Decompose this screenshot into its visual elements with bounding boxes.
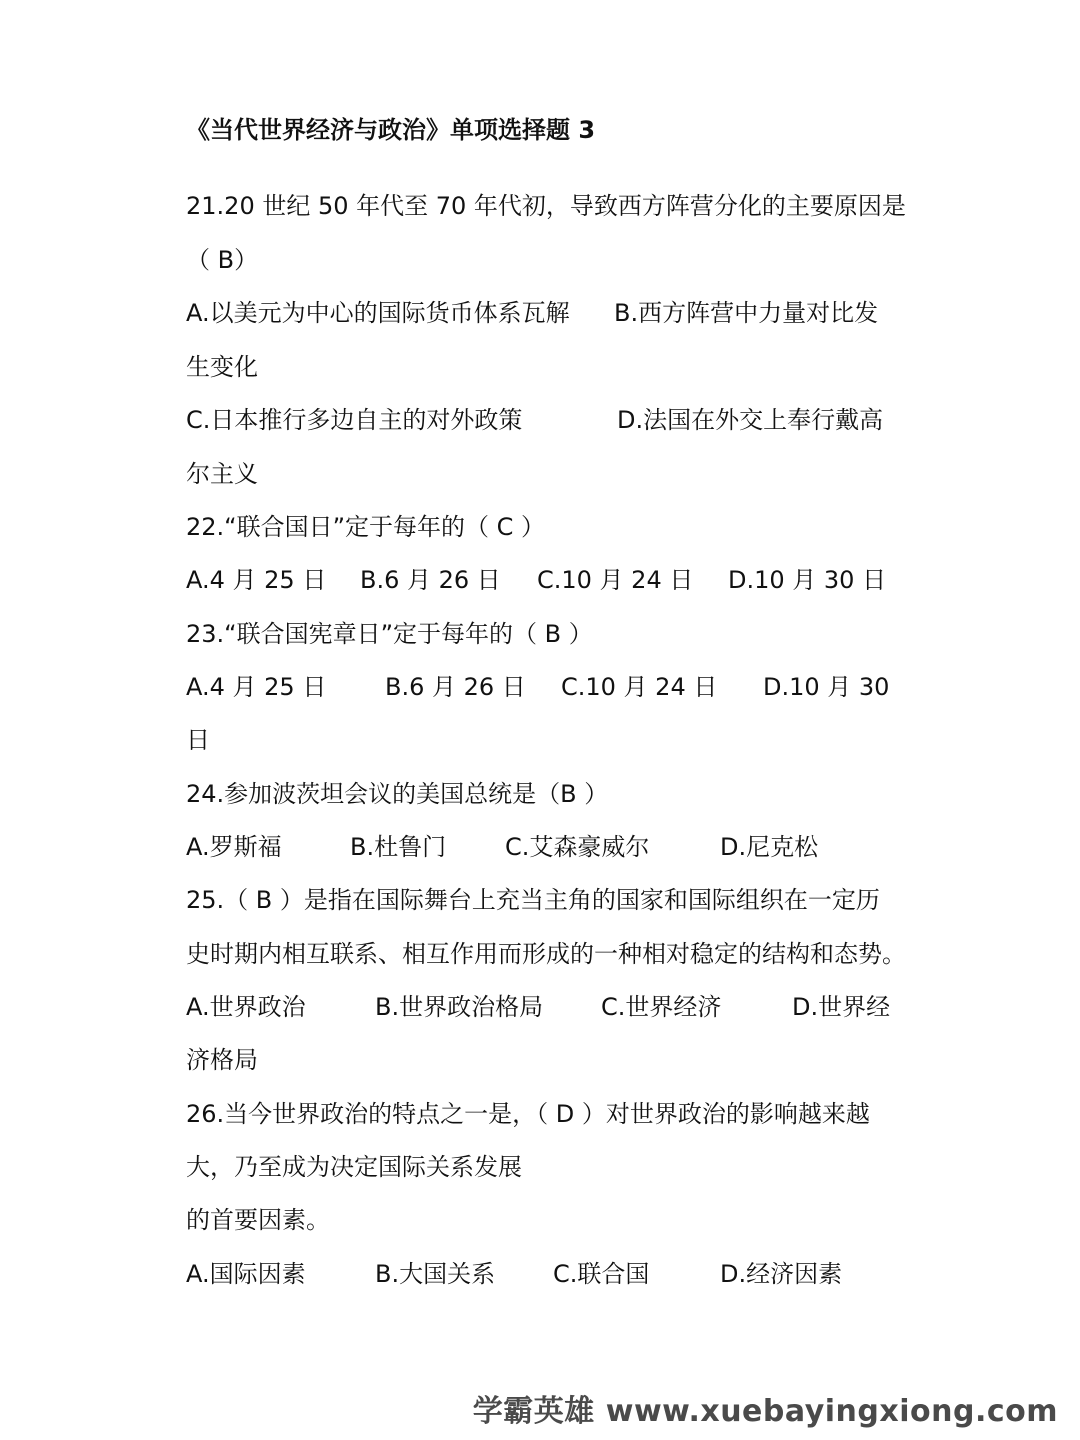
question-26-stem-continued: 大，乃至成为决定国际关系发展 [186, 1153, 522, 1181]
question-21-option-b: B.西方阵营中力量对比发 [614, 299, 879, 327]
question-21-option-d-continued: 尔主义 [186, 460, 258, 488]
question-22-option-c: C.10 月 24 日 [537, 566, 694, 594]
question-21-option-b-continued: 生变化 [186, 353, 258, 381]
question-22-stem: 22.“联合国日”定于每年的（ C ） [186, 513, 546, 541]
question-26-stem: 26.当今世界政治的特点之一是，（ D ）对世界政治的影响越来越 [186, 1100, 870, 1128]
question-25-option-b: B.世界政治格局 [375, 993, 544, 1021]
question-21-option-d: D.法国在外交上奉行戴高 [617, 406, 884, 434]
question-25-stem-continued: 史时期内相互联系、相互作用而形成的一种相对稳定的结构和态势。 [186, 940, 906, 968]
question-23-option-b: B.6 月 26 日 [385, 673, 526, 701]
question-21-stem: 21.20 世纪 50 年代至 70 年代初，导致西方阵营分化的主要原因是 [186, 192, 906, 220]
question-22-option-b: B.6 月 26 日 [360, 566, 501, 594]
question-26-option-b: B.大国关系 [375, 1260, 496, 1288]
question-21-option-a: A.以美元为中心的国际货币体系瓦解 [186, 299, 570, 327]
question-21-option-c: C.日本推行多边自主的对外政策 [186, 406, 523, 434]
question-25-option-d: D.世界经 [792, 993, 891, 1021]
question-25-option-d-continued: 济格局 [186, 1046, 258, 1074]
question-22-option-a: A.4 月 25 日 [186, 566, 327, 594]
page-title: 《当代世界经济与政治》单项选择题 3 [186, 116, 596, 144]
question-24-option-a: A.罗斯福 [186, 833, 282, 861]
question-24-option-c: C.艾森豪威尔 [505, 833, 650, 861]
question-23-option-a: A.4 月 25 日 [186, 673, 327, 701]
question-26-option-d: D.经济因素 [720, 1260, 843, 1288]
question-23-option-c: C.10 月 24 日 [561, 673, 718, 701]
question-24-option-d: D.尼克松 [720, 833, 819, 861]
question-24-stem: 24.参加波茨坦会议的美国总统是（B ） [186, 780, 609, 808]
question-23-option-d: D.10 月 30 [763, 673, 890, 701]
question-21-answer: （ B） [186, 246, 259, 274]
question-26-option-a: A.国际因素 [186, 1260, 306, 1288]
question-25-stem: 25.（ B ）是指在国际舞台上充当主角的国家和国际组织在一定历 [186, 886, 880, 914]
question-26-stem-end: 的首要因素。 [186, 1206, 330, 1234]
question-23-stem: 23.“联合国宪章日”定于每年的（ B ） [186, 620, 593, 648]
question-25-option-a: A.世界政治 [186, 993, 306, 1021]
question-25-option-c: C.世界经济 [601, 993, 722, 1021]
question-23-option-d-continued: 日 [186, 726, 210, 754]
question-24-option-b: B.杜鲁门 [350, 833, 447, 861]
question-22-option-d: D.10 月 30 日 [728, 566, 887, 594]
site-watermark: 学霸英雄 www.xuebayingxiong.com [472, 1394, 1058, 1429]
question-26-option-c: C.联合国 [553, 1260, 650, 1288]
